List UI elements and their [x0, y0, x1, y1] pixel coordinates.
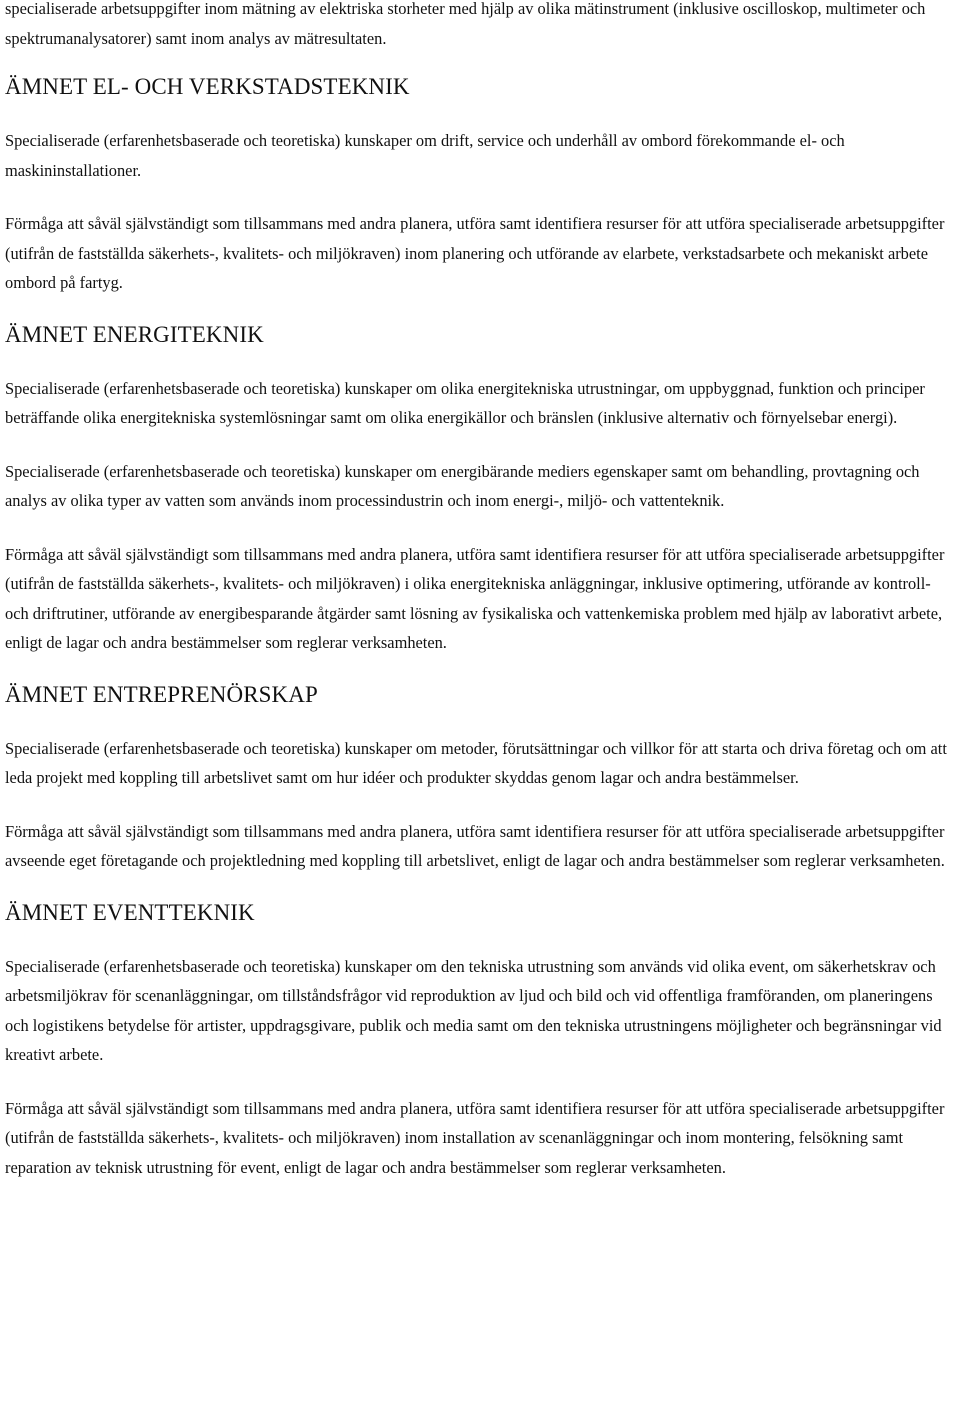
section-heading: ÄMNET ENTREPRENÖRSKAP	[5, 681, 318, 707]
section-paragraph: Specialiserade (erfarenhetsbaserade och teoretiska) kunskaper om energibärande mediers egenskaper samt om behandling, provtagning och analys av olika typer av vatten som används inom processindustrin och inom energi-, miljö- och vattenteknik.	[5, 461, 920, 510]
section-paragraph: Specialiserade (erfarenhetsbaserade och teoretiska) kunskaper om metoder, förutsättningar och villkor för att starta och driva företag och om att leda projekt med koppling till arbetslivet samt om hur idéer och produkter skyddas genom lagar och andra bestämmelser.	[5, 738, 947, 787]
intro-paragraph: specialiserade arbetsuppgifter inom mätning av elektriska storheter med hjälp av olika mätinstrument (inklusive oscilloskop, multimeter och spektrumanalysatorer) samt inom analys av mätresultaten.	[5, 0, 926, 48]
section-heading: ÄMNET EL- OCH VERKSTADSTEKNIK	[5, 74, 410, 99]
section-el-och-verkstadsteknik	[5, 72, 958, 298]
section-heading: ÄMNET EVENTTEKNIK	[5, 899, 255, 925]
section-paragraph: Förmåga att såväl självständigt som tillsammans med andra planera, utföra samt identifiera resurser för att utföra specialiserade arbetsuppgifter (utifrån de fastställda säkerhets-, kvalitets- och miljökraven) inom installation av scenanläggningar och inom montering, felsökning samt reparation av teknisk utrustning för event, enligt de lagar och andra bestämmelser som reglerar verksamheten.	[5, 1098, 945, 1177]
section-paragraph: Förmåga att såväl självständigt som tillsammans med andra planera, utföra samt identifiera resurser för att utföra specialiserade arbetsuppgifter (utifrån de fastställda säkerhets-, kvalitets- och miljökraven) inom planering och utförande av elarbete, verkstadsarbete och mekaniskt arbete ombord på fartyg.	[5, 214, 945, 292]
section-energiteknik	[5, 320, 958, 658]
section-entreprenorskap	[5, 680, 958, 876]
section-paragraph: Specialiserade (erfarenhetsbaserade och teoretiska) kunskaper om den tekniska utrustning som används vid olika event, om säkerhetskrav och arbetsmiljökrav för scenanläggningar, om tillståndsfrågor vid reproduktion av ljud och bild och vid offentliga framföranden, om planeringens och logistikens betydelse för artister, uppdragsgivare, publik och media samt om den tekniska utrustningens möjligheter och begränsningar vid kreativt arbete.	[5, 956, 942, 1064]
section-paragraph: Förmåga att såväl självständigt som tillsammans med andra planera, utföra samt identifiera resurser för att utföra specialiserade arbetsuppgifter avseende eget företagande och projektledning med koppling till arbetslivet, enligt de lagar och andra bestämmelser som reglerar verksamheten.	[5, 821, 945, 870]
section-paragraph: Specialiserade (erfarenhetsbaserade och teoretiska) kunskaper om olika energitekniska utrustningar, om uppbyggnad, funktion och principer beträffande olika energitekniska systemlösningar samt om olika energikällor och bränslen (inklusive alternativ och förnyelsebar energi).	[5, 378, 925, 427]
section-heading: ÄMNET ENERGITEKNIK	[5, 321, 264, 347]
section-paragraph: Specialiserade (erfarenhetsbaserade och teoretiska) kunskaper om drift, service och underhåll av ombord förekommande el- och maskininstallationer.	[5, 131, 845, 180]
section-eventteknik	[5, 898, 958, 1183]
document-body	[5, 0, 958, 1182]
section-paragraph: Förmåga att såväl självständigt som tillsammans med andra planera, utföra samt identifiera resurser för att utföra specialiserade arbetsuppgifter (utifrån de fastställda säkerhets-, kvalitets- och miljökraven) i olika energitekniska anläggningar, inklusive optimering, utförande av kontroll- och driftrutiner, utförande av energibesparande åtgärder samt lösning av fysikaliska och vattenkemiska problem med hjälp av laborativt arbete, enligt de lagar och andra bestämmelser som reglerar verksamheten.	[5, 544, 945, 652]
